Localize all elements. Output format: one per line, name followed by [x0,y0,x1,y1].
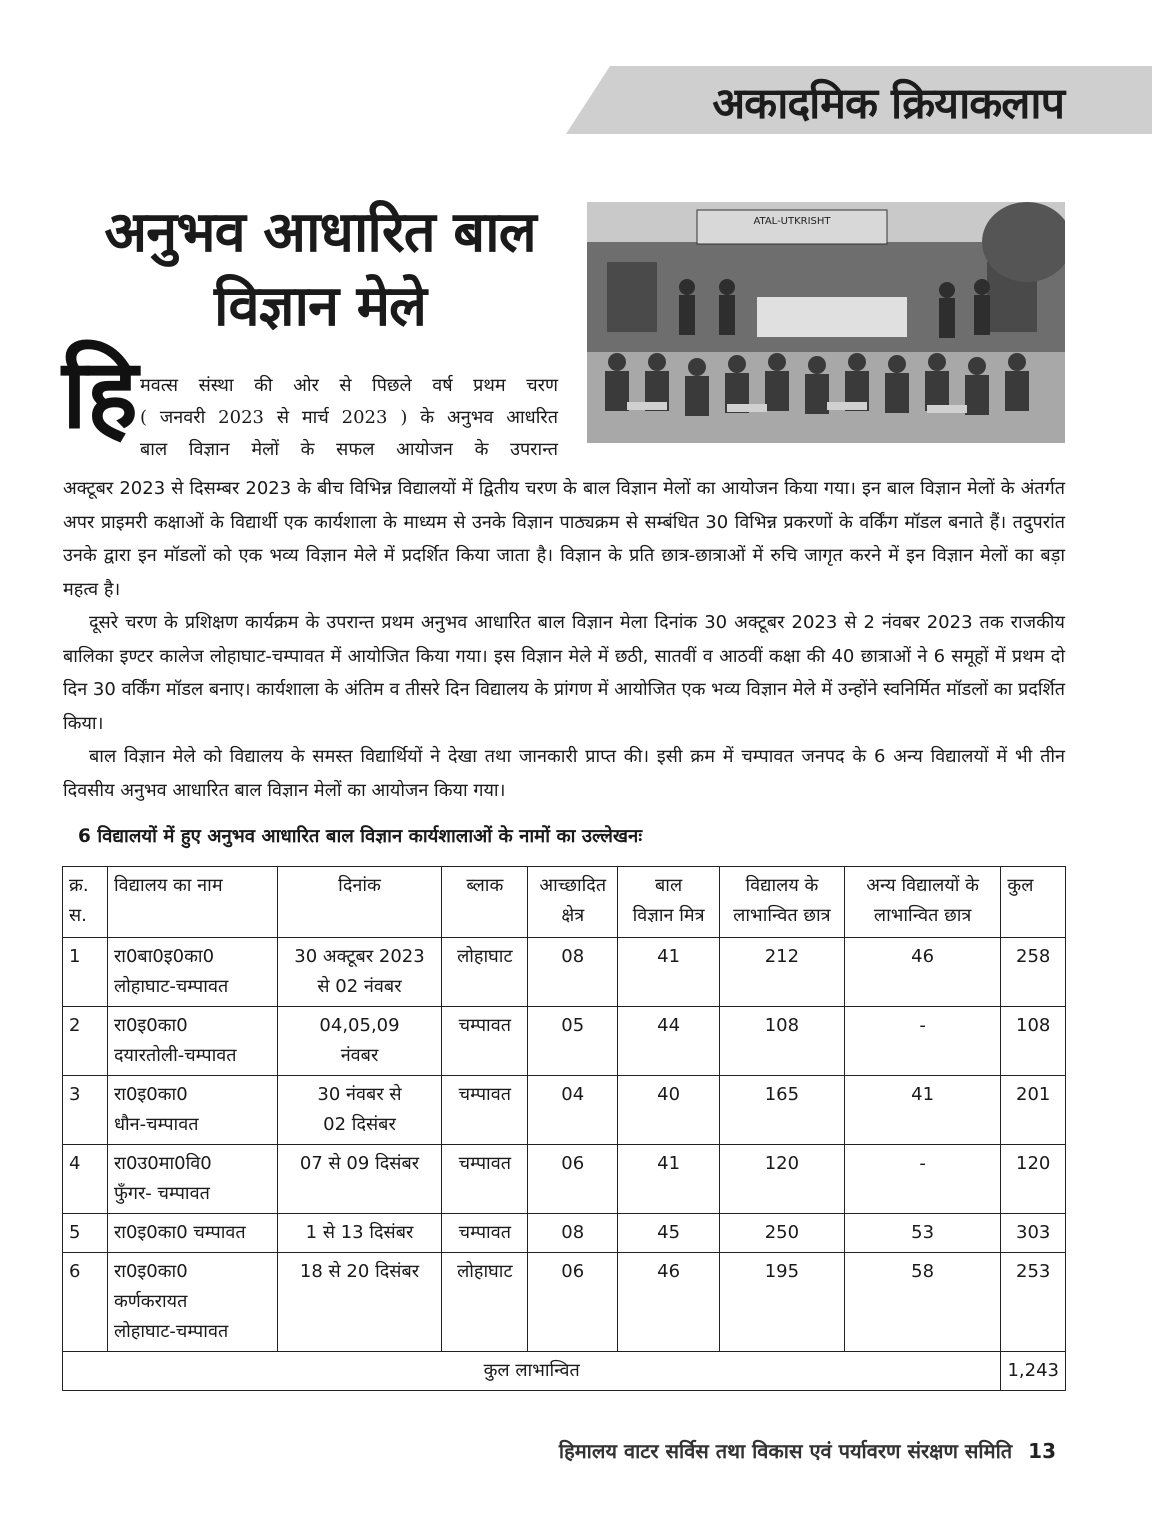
schools-table [62,866,1066,1391]
cell-sno: 6 [63,1253,108,1352]
cell-sno: 4 [63,1145,108,1214]
cell-total: 303 [1001,1214,1066,1253]
cell-total: 201 [1001,1076,1066,1145]
cell-mitra: 41 [618,1145,720,1214]
cell-other-beneficiaries: - [844,1007,1001,1076]
cell-mitra: 41 [618,938,720,1007]
cell-area: 08 [528,938,618,1007]
cell-area: 06 [528,1145,618,1214]
section-title: अकादमिक क्रियाकलाप [712,79,1064,129]
cell-date: 04,05,09 नंवबर [277,1007,442,1076]
intro-text [140,370,558,466]
cell-date: 07 से 09 दिसंबर [277,1145,442,1214]
cell-date: 1 से 13 दिसंबर [277,1214,442,1253]
cell-date: 30 अक्टूबर 2023 से 02 नंवबर [277,938,442,1007]
cell-beneficiaries: 195 [720,1253,845,1352]
cell-beneficiaries: 212 [720,938,845,1007]
cell-school: रा0इ0का0 दयारतोली-चम्पावत [107,1007,277,1076]
page-footer [559,1437,1056,1464]
cell-block: चम्पावत [442,1007,528,1076]
header-sno: क्र. स. [63,867,108,938]
cell-area: 06 [528,1253,618,1352]
cell-area: 04 [528,1076,618,1145]
header-mitra: बाल विज्ञान मित्र [618,867,720,938]
cell-total: 108 [1001,1007,1066,1076]
cell-total: 120 [1001,1145,1066,1214]
header-area: आच्छादित क्षेत्र [528,867,618,938]
cell-total: 258 [1001,938,1066,1007]
cell-sno: 5 [63,1214,108,1253]
header-total: कुल [1001,867,1066,938]
cell-other-beneficiaries: 41 [844,1076,1001,1145]
cell-school: रा0उ0मा0वि0 फुँगर- चम्पावत [107,1145,277,1214]
drop-cap: हि [62,338,138,450]
cell-block: लोहाघाट [442,938,528,1007]
cell-date: 30 नंवबर से 02 दिसंबर [277,1076,442,1145]
cell-school: रा0इ0का0 चम्पावत [107,1214,277,1253]
header-school: विद्यालय का नाम [107,867,277,938]
cell-beneficiaries: 250 [720,1214,845,1253]
cell-other-beneficiaries: - [844,1145,1001,1214]
article-body [63,472,1065,807]
table-row [63,1253,1066,1352]
table-row [63,1076,1066,1145]
table-total-row [63,1352,1066,1391]
paragraph-3: बाल विज्ञान मेले को विद्यालय के समस्त विद्यार्थियों ने देखा तथा जानकारी प्राप्त की। इसी क्रम में चम्पावत जनपद के 6 अन्य विद्यालयों में भी तीन दिवसीय अनुभव आधारित बाल विज्ञान मेलों का आयोजन किया गया। [63,746,1065,801]
cell-area: 08 [528,1214,618,1253]
footer-organization: हिमालय वाटर सर्विस तथा विकास एवं पर्यावरण संरक्षण समिति [558,1439,1013,1463]
cell-sno: 3 [63,1076,108,1145]
cell-other-beneficiaries: 46 [844,938,1001,1007]
cell-mitra: 44 [618,1007,720,1076]
table-caption: 6 विद्यालयों में हुए अनुभव आधारित बाल विज्ञान कार्यशालाओं के नामों का उल्लेखनः [78,826,643,847]
article-headline [70,196,570,344]
cell-mitra: 45 [618,1214,720,1253]
group-photo [587,202,1065,443]
header-block: ब्लाक [442,867,528,938]
photo-banner-text: ATAL-UTKRISHT [753,216,831,227]
cell-beneficiaries: 120 [720,1145,845,1214]
cell-school: रा0इ0का0 कर्णकरायत लोहाघाट-चम्पावत [107,1253,277,1352]
cell-mitra: 40 [618,1076,720,1145]
paragraph-2: दूसरे चरण के प्रशिक्षण कार्यक्रम के उपरान्त प्रथम अनुभव आधारित बाल विज्ञान मेला दिनांक 30 अक्टूबर 2023 से 2 नंवबर 2023 तक राजकीय बालिका इण्टर कालेज लोहाघाट-चम्पावत में आयोजित किया गया। इस विज्ञान मेले में छठी, सातवीं व आठवीं कक्षा की 40 छात्राओं ने 6 समूहों में प्रथम दो दिन 30 वर्किंग मॉडल बनाए। कार्यशाला के अंतिम व तीसरे दिन विद्यालय के प्रांगण में आयोजित एक भव्य विज्ञान मेले में उन्होंने स्वनिर्मित मॉडलों का प्रदर्शित किया। [63,612,1065,734]
cell-sno: 1 [63,938,108,1007]
table-header-row [63,867,1066,938]
cell-area: 05 [528,1007,618,1076]
cell-school: रा0इ0का0 धौन-चम्पावत [107,1076,277,1145]
table-row [63,938,1066,1007]
cell-beneficiaries: 108 [720,1007,845,1076]
cell-date: 18 से 20 दिसंबर [277,1253,442,1352]
intro-line-3: बाल विज्ञान मेलों के सफल आयोजन के उपरान्त [140,439,558,460]
cell-block: लोहाघाट [442,1253,528,1352]
table-row [63,1007,1066,1076]
header-date: दिनांक [277,867,442,938]
total-value: 1,243 [1001,1352,1066,1391]
cell-block: चम्पावत [442,1214,528,1253]
headline-line-2: विज्ञान मेले [213,274,427,339]
cell-other-beneficiaries: 53 [844,1214,1001,1253]
cell-block: चम्पावत [442,1076,528,1145]
cell-mitra: 46 [618,1253,720,1352]
header-beneficiaries: विद्यालय के लाभान्वित छात्र [720,867,845,938]
table-row [63,1214,1066,1253]
headline-line-1: अनुभव आधारित बाल [104,200,536,265]
paragraph-1: अक्टूबर 2023 से दिसम्बर 2023 के बीच विभिन्न विद्यालयों में द्वितीय चरण के बाल विज्ञान मेलों का आयोजन किया गया। इन बाल विज्ञान मेलों के अंतर्गत अपर प्राइमरी कक्षाओं के विद्यार्थी एक कार्यशाला के माध्यम से उनके विज्ञान पाठ्यक्रम से सम्बंधित 30 विभिन्न प्रकरणों के वर्किंग मॉडल बनाते हैं। तदुपरांत उनके द्वारा इन मॉडलों को एक भव्य विज्ञान मेले में प्रदर्शित किया जाता है। विज्ञान के प्रति छात्र-छात्राओं में रुचि जागृत करने में इन विज्ञान मेलों का बड़ा महत्व है। [63,478,1065,600]
intro-line-1: मवत्स संस्था की ओर से पिछले वर्ष प्रथम चरण [140,375,558,396]
cell-other-beneficiaries: 58 [844,1253,1001,1352]
intro-line-2: ( जनवरी 2023 से मार्च 2023 ) के अनुभव आधरित [140,407,558,428]
header-other-beneficiaries: अन्य विद्यालयों के लाभान्वित छात्र [844,867,1001,938]
table-row [63,1145,1066,1214]
cell-block: चम्पावत [442,1145,528,1214]
cell-school: रा0बा0इ0का0 लोहाघाट-चम्पावत [107,938,277,1007]
page-number: 13 [1028,1439,1056,1463]
cell-total: 253 [1001,1253,1066,1352]
cell-beneficiaries: 165 [720,1076,845,1145]
total-label: कुल लाभान्वित [63,1352,1001,1391]
cell-sno: 2 [63,1007,108,1076]
